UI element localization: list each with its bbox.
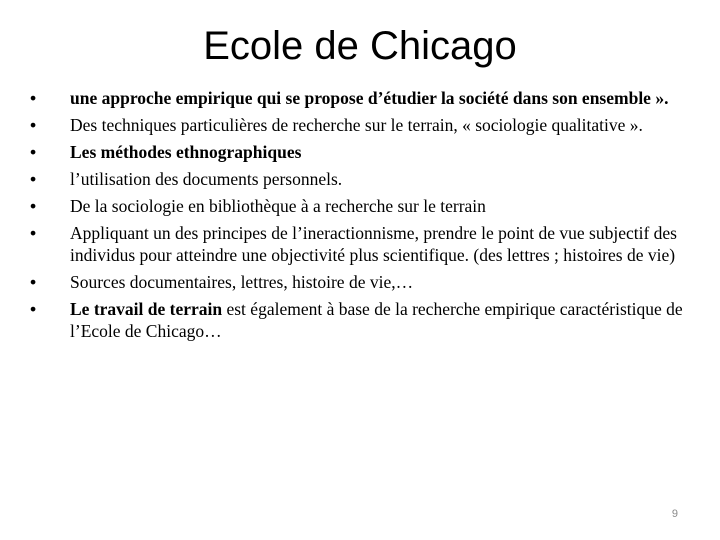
bullet-dot-icon: • bbox=[30, 272, 37, 292]
bullet-dot-icon: • bbox=[30, 115, 37, 135]
bullet-text: l’utilisation des documents personnels. bbox=[70, 169, 343, 189]
bullet-dot-icon: • bbox=[30, 299, 37, 319]
bullet-item bbox=[30, 222, 690, 266]
bullet-dot-icon: • bbox=[30, 142, 37, 162]
bullet-dot-icon: • bbox=[30, 196, 37, 216]
bullet-text: De la sociologie en bibliothèque à a recherche sur le terrain bbox=[70, 196, 486, 216]
bullet-text-bold: une approche empirique qui se propose d’étudier la société dans son ensemble ». bbox=[70, 88, 669, 108]
bullet-text: Appliquant un des principes de l’ineractionnisme, prendre le point de vue subjectif des individus pour atteindre une objectivité plus scientifique. (des lettres ; histoires de vie) bbox=[70, 223, 677, 265]
bullet-text-bold: Le travail de terrain bbox=[70, 299, 223, 319]
bullet-text: Des techniques particulières de recherche sur le terrain, « sociologie qualitative ». bbox=[70, 115, 643, 135]
slide-title: Ecole de Chicago bbox=[203, 24, 517, 68]
bullet-item bbox=[30, 168, 690, 190]
bullet-item bbox=[30, 141, 690, 163]
page-number: 9 bbox=[671, 508, 678, 520]
bullet-dot-icon: • bbox=[30, 223, 37, 243]
bullet-text-bold: Les méthodes ethnographiques bbox=[70, 142, 302, 162]
bullet-dot-icon: • bbox=[30, 169, 37, 189]
bullet-list bbox=[30, 87, 690, 347]
bullet-dot-icon: • bbox=[30, 88, 37, 108]
bullet-item bbox=[30, 114, 690, 136]
bullet-text: Sources documentaires, lettres, histoire de vie,… bbox=[70, 272, 414, 292]
bullet-text: est également à base de la recherche empirique caractéristique de l’Ecole de Chicago… bbox=[70, 299, 683, 341]
bullet-item bbox=[30, 271, 690, 293]
bullet-item bbox=[30, 298, 690, 342]
bullet-item bbox=[30, 87, 690, 109]
bullet-item bbox=[30, 195, 690, 217]
